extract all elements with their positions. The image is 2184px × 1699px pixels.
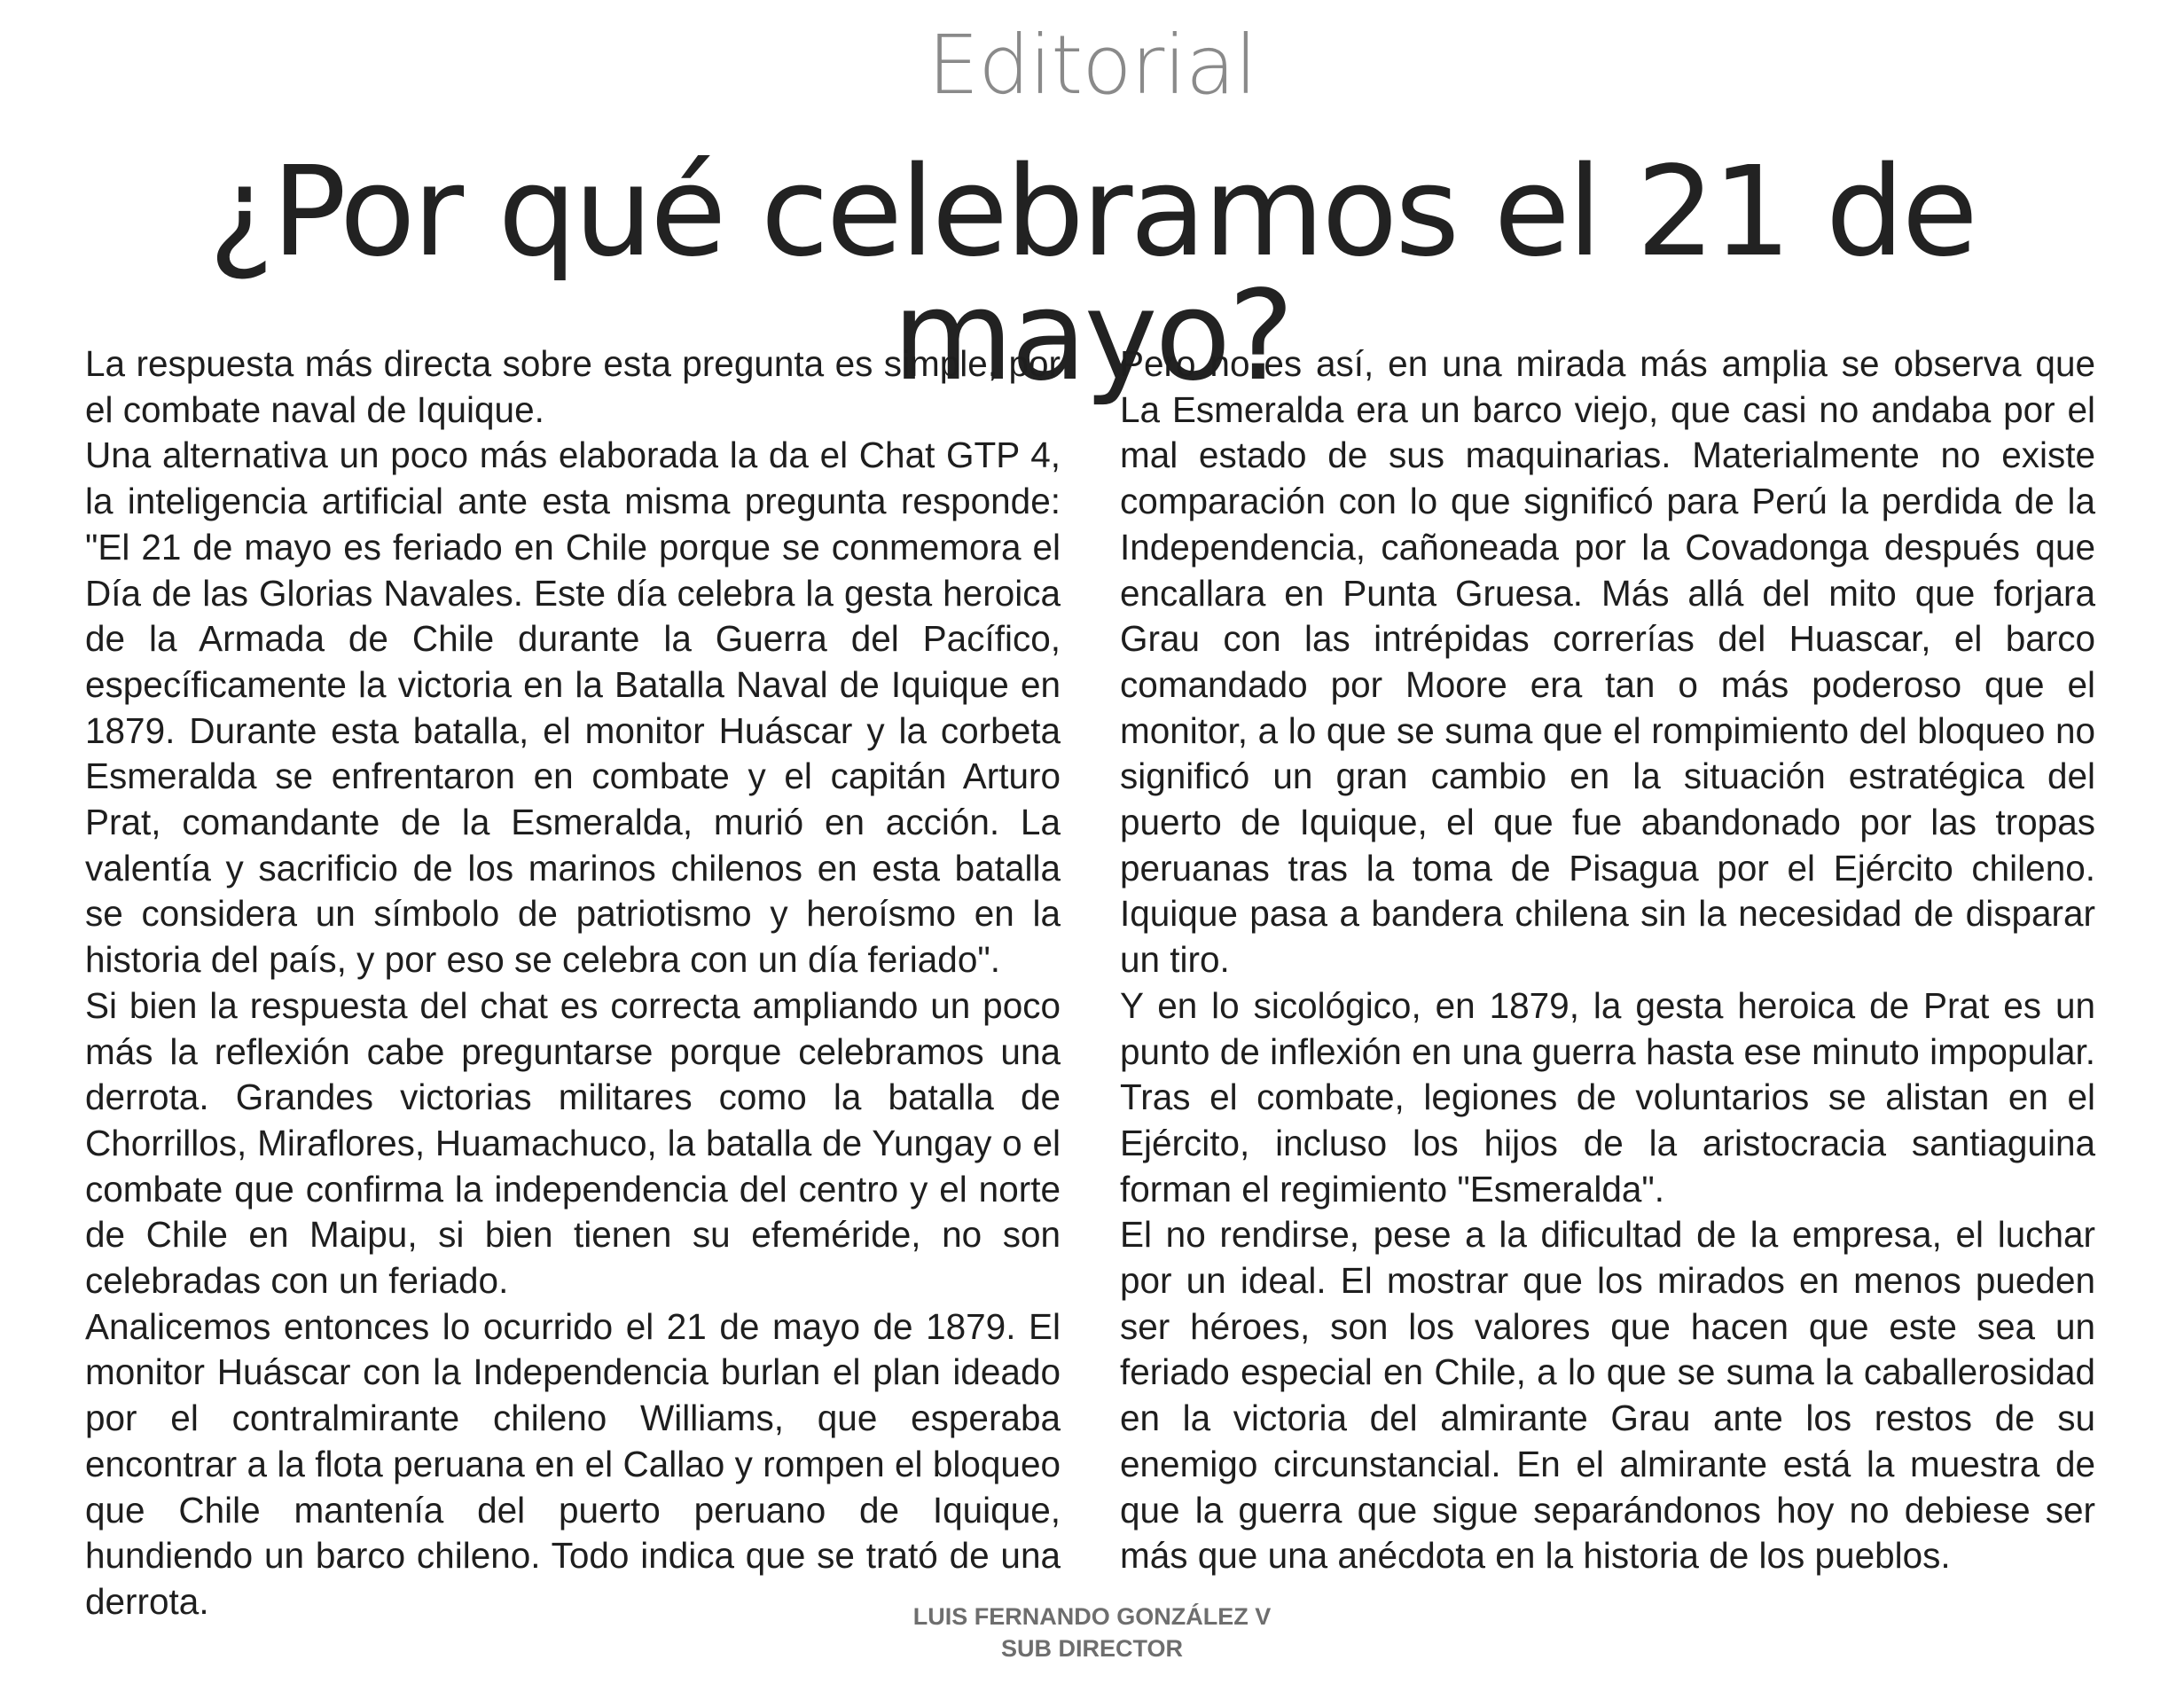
paragraph: Y en lo sicológico, en 1879, la gesta heroica de Prat es un punto de inflexión en una guerra hasta ese minuto impopular. Tras el combate, legiones de voluntarios se alistan en el Ejército, incluso los hijos de la aristocracia santiaguina forman el regimiento "Esmeralda". xyxy=(1120,984,2095,1210)
paragraph: Analicemos entonces lo ocurrido el 21 de mayo de 1879. El monitor Huáscar con la Independencia burlan el plan ideado por el contralmirante chileno Williams, que esperaba encontrar a la flota peruana en el Callao y rompen el bloqueo que Chile mantenía del puerto peruano de Iquique, hundiendo un barco chileno. Todo indica que se trató de una derrota. xyxy=(85,1305,1061,1622)
page-title: ¿Por qué celebramos el 21 de mayo? xyxy=(208,140,1976,409)
paragraph: Una alternativa un poco más elaborada la da el Chat GTP 4, la inteligencia artificial ante esta misma pregunta responde: "El 21 de mayo es feriado en Chile porque se conmemora el Día de las Glorias Navales. Este día celebra la gesta heroica de la Armada de Chile durante la Guerra del Pacífico, específicamente la victoria en la Batalla Naval de Iquique en 1879. Durante esta batalla, el monitor Huáscar y la corbeta Esmeralda se enfrentaron en combate y el capitán Arturo Prat, comandante de la Esmeralda, murió en acción. La valentía y sacrificio de los marinos chilenos en esta batalla se considera un símbolo de patriotismo y heroísmo en la historia del país, y por eso se celebra con un día feriado". xyxy=(85,435,1061,981)
left-column xyxy=(85,341,1061,1622)
author-role: SUB DIRECTOR xyxy=(1000,1635,1184,1662)
paragraph: Pero no es así, en una mirada más amplia se observa que La Esmeralda era un barco viejo, que casi no andaba por el mal estado de sus maquinarias. Materialmente no existe comparación con lo que significó para Perú la perdida de la Independencia, cañoneada por la Covadonga después que encallara en Punta Gruesa. Más allá del mito que forjara Grau con las intrépidas correrías del Huascar, el barco comandado por Moore era tan o más poderoso que el monitor, a lo que se suma que el rompimiento del bloqueo no significó un gran cambio en la situación estratégica del puerto de Iquique, el que fue abandonado por las tropas peruanas tras la toma de Pisagua por el Ejército chileno. Iquique pasa a bandera chilena sin la necesidad de disparar un tiro. xyxy=(1120,343,2095,981)
byline xyxy=(0,1601,2184,1664)
paragraph: Si bien la respuesta del chat es correcta ampliando un poco más la reflexión cabe preguntarse porque celebramos una derrota. Grandes victorias militares como la batalla de Chorrillos, Miraflores, Huamachuco, la batalla de Yungay o el combate que confirma la independencia del centro y el norte de Chile en Maipu, si bien tienen su efeméride, no son celebradas con un feriado. xyxy=(85,984,1061,1302)
section-label: Editorial xyxy=(928,18,1256,113)
paragraph: La respuesta más directa sobre esta pregunta es simple, por el combate naval de Iquique. xyxy=(85,343,1061,430)
right-column xyxy=(1120,341,2095,1583)
paragraph: El no rendirse, pese a la dificultad de la empresa, el luchar por un ideal. El mostrar que los mirados en menos pueden ser héroes, son los valores que hacen que este sea un feriado especial en Chile, a lo que se suma la caballerosidad en la victoria del almirante Grau ante los restos de su enemigo circunstancial. En el almirante está la muestra de que la guerra que sigue separándonos hoy no debiese ser más que una anécdota en la historia de los pueblos. xyxy=(1120,1214,2095,1577)
author-name: LUIS FERNANDO GONZÁLEZ V xyxy=(912,1603,1272,1630)
